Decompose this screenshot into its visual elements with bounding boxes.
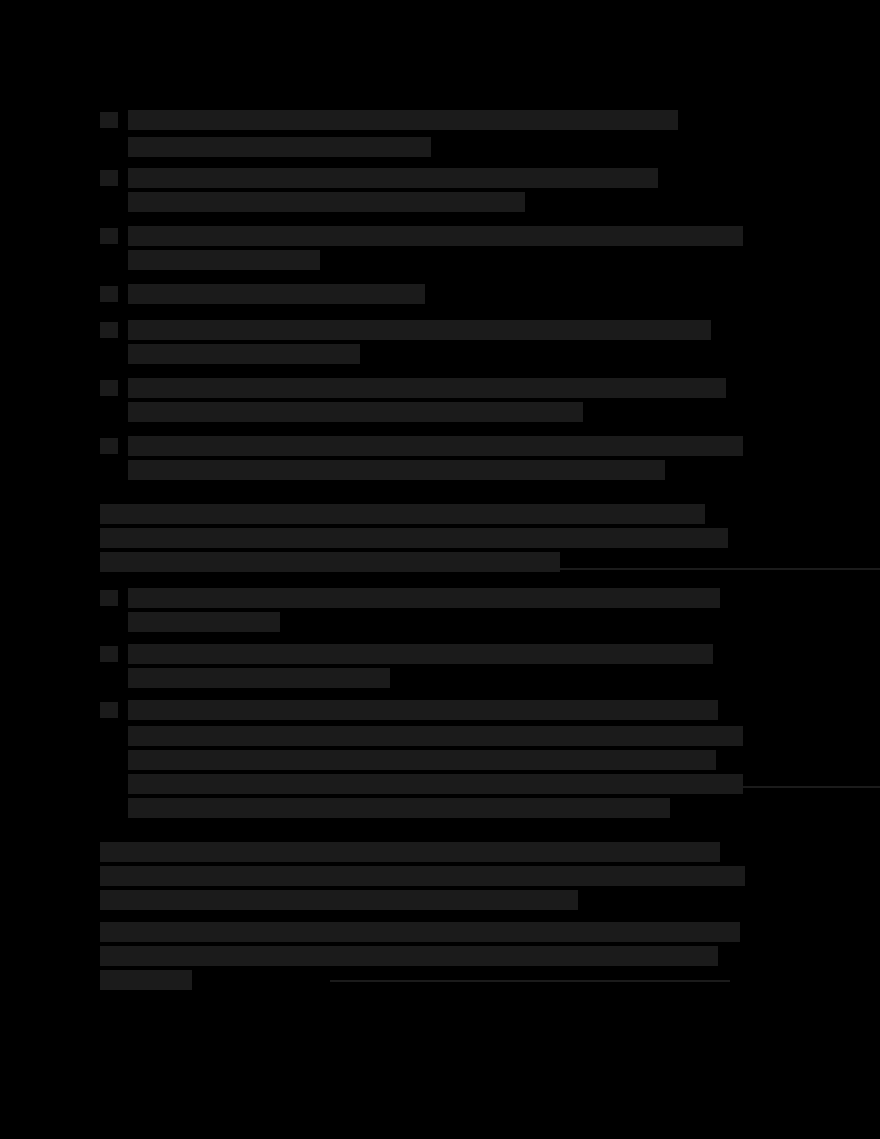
list-number-marker <box>100 702 118 718</box>
list-number-marker <box>100 646 118 662</box>
list-number-marker <box>100 380 118 396</box>
text-line <box>128 344 360 364</box>
text-line <box>128 588 720 608</box>
text-line <box>128 798 670 818</box>
text-line <box>128 226 743 246</box>
text-line <box>128 774 743 794</box>
text-line <box>128 320 711 340</box>
text-line <box>128 192 525 212</box>
text-line <box>128 668 390 688</box>
list-number-marker <box>100 590 118 606</box>
text-line <box>128 726 743 746</box>
text-line <box>128 168 658 188</box>
list-number-marker <box>100 228 118 244</box>
text-line <box>100 504 705 524</box>
text-line <box>128 378 726 398</box>
list-number-marker <box>100 322 118 338</box>
text-line <box>100 946 718 966</box>
list-number-marker <box>100 286 118 302</box>
text-line <box>128 110 678 130</box>
text-line <box>100 866 745 886</box>
list-number-marker <box>100 112 118 128</box>
underline-rule <box>665 786 880 788</box>
text-line <box>100 552 560 572</box>
text-line <box>100 922 740 942</box>
text-line <box>100 890 578 910</box>
text-line <box>128 460 665 480</box>
text-line <box>128 750 716 770</box>
underline-rule <box>555 568 880 570</box>
text-line <box>128 700 718 720</box>
list-number-marker <box>100 170 118 186</box>
text-line <box>100 528 728 548</box>
list-number-marker <box>100 438 118 454</box>
text-line <box>128 612 280 632</box>
text-line <box>128 402 583 422</box>
text-line <box>128 644 713 664</box>
text-line <box>100 970 192 990</box>
text-line <box>128 436 743 456</box>
text-line <box>128 284 425 304</box>
text-line <box>100 842 720 862</box>
text-line <box>128 137 431 157</box>
text-line <box>128 250 320 270</box>
underline-rule <box>330 980 730 982</box>
